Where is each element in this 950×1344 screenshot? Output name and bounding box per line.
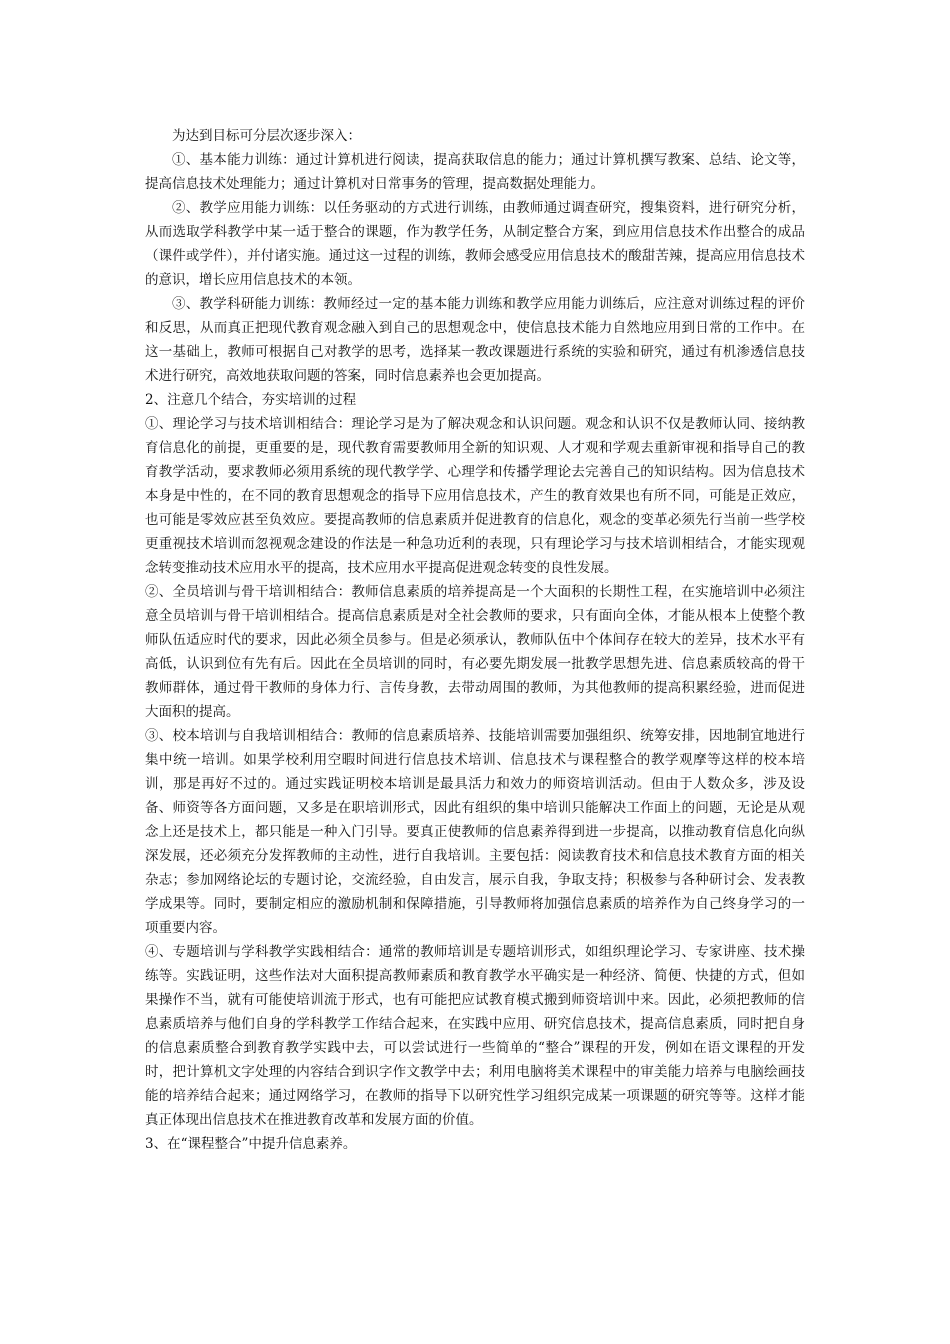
paragraph-theory-technique: ①、理论学习与技术培训相结合：理论学习是为了解决观念和认识问题。观念和认识不仅是教师认同、接纳教育信息化的前提，更重要的是，现代教育需要教师用全新的知识观、人才观和学观去重新审视和指导自己的教育教学活动，要求教师必须用系统的现代教学学、心理学和传播学理论去完善自己的知识结构。因为信息技术本身是中性的，在不同的教育思想观念的指导下应用信息技术，产生的教育效果也有所不同，可能是正效应，也可能是零效应甚至负效应。要提高教师的信息素质并促进教育的信息化，观念的变革必须先行当前一些学校更重视技术培训而忽视观念建设的作法是一种急功近利的表现，只有理论学习与技术培训相结合，才能实现观念转变推动技术应用水平的提高，技术应用水平提高促进观念转变的良性发展。 xyxy=(145,416,805,576)
paragraph-intro: 为达到目标可分层次逐步深入： xyxy=(172,128,361,144)
paragraph-topic-practice: ④、专题培训与学科教学实践相结合：通常的教师培训是专题培训形式，如组织理论学习、专家讲座、技术操练等。实践证明，这些作法对大面积提高教师素质和教育教学水平确实是一种经济、简便、快捷的方式，但如果操作不当，就有可能使培训流于形式，也有可能把应试教育模式搬到师资培训中来。因此，必须把教师的信息素质培养与他们自身的学科教学工作结合起来，在实践中应用、研究信息技术，提高信息素质，同时把自身的信息素质整合到教育教学实践中去，可以尝试进行一些简单的“整合”课程的开发，例如在语文课程的开发时，把计算机文字处理的内容结合到识字作文教学中去；利用电脑将美术课程中的审美能力培养与电脑绘画技能的培养结合起来；通过网络学习，在教师的指导下以研究性学习组织完成某一项课题的研究等等。这样才能真正体现出信息技术在推进教育改革和发展方面的价值。 xyxy=(145,944,805,1128)
paragraph-research-ability: ③、教学科研能力训练：教师经过一定的基本能力训练和教学应用能力训练后，应注意对训练过程的评价和反思，从而真正把现代教育观念融入到自己的思想观念中，使信息技术能力自然地应用到日常的工作中。在这一基础上，教师可根据自己对教学的思考，选择某一教改课题进行系统的实验和研究，通过有机渗透信息技术进行研究，高效地获取问题的答案，同时信息素养也会更加提高。 xyxy=(145,296,805,384)
paragraph-school-self-training: ③、校本培训与自我培训相结合：教师的信息素质培养、技能培训需要加强组织、统筹安排，因地制宜地进行集中统一培训。如果学校利用空暇时间进行信息技术培训、信息技术与课程整合的教学观摩等这样的校本培训，那是再好不过的。通过实践证明校本培训是最具活力和效力的师资培训活动。但由于人数众多，涉及设备、师资等各方面问题，又多是在职培训形式，因此有组织的集中培训只能解决工作面上的问题，无论是从观念上还是技术上，都只能是一种入门引导。要真正使教师的信息素养得到进一步提高，以推动教育信息化向纵深发展，还必须充分发挥教师的主动性，进行自我培训。主要包括：阅读教育技术和信息技术教育方面的相关杂志；参加网络论坛的专题讨论，交流经验，自由发言，展示自我，争取支持；积极参与各种研讨会、发表教学成果等。同时，要制定相应的激励机制和保障措施，引导教师将加强信息素质的培养作为自己终身学习的一项重要内容。 xyxy=(145,728,805,936)
paragraph-teaching-application: ②、教学应用能力训练：以任务驱动的方式进行训练，由教师通过调查研究，搜集资料，进行研究分析，从而选取学科教学中某一适于整合的课题，作为教学任务，从制定整合方案，到应用信息技术作出整合的成品（课件或学件），并付诸实施。通过这一过程的训练，教师会感受应用信息技术的酸甜苦辣，提高应用信息技术的意识，增长应用信息技术的本领。 xyxy=(145,200,805,288)
section-heading-2: 2、注意几个结合，夯实培训的过程 xyxy=(145,392,357,408)
paragraph-all-staff-backbone: ②、全员培训与骨干培训相结合：教师信息素质的培养提高是一个大面积的长期性工程，在实施培训中必须注意全员培训与骨干培训相结合。提高信息素质是对全社会教师的要求，只有面向全体，才能从根本上使整个教师队伍适应时代的要求，因此必须全员参与。但是必须承认，教师队伍中个体间存在较大的差异，技术水平有高低，认识到位有先有后。因此在全员培训的同时，有必要先期发展一批教学思想先进、信息素质较高的骨干教师群体，通过骨干教师的身体力行、言传身教，去带动周围的教师，为其他教师的提高积累经验，进而促进大面积的提高。 xyxy=(145,584,805,720)
section-heading-3: 3、在“课程整合”中提升信息素养。 xyxy=(145,1136,357,1152)
paragraph-basic-ability: ①、基本能力训练：通过计算机进行阅读，提高获取信息的能力；通过计算机撰写教案、总结、论文等，提高信息技术处理能力；通过计算机对日常事务的管理，提高数据处理能力。 xyxy=(145,152,805,192)
document-body xyxy=(145,124,805,1156)
